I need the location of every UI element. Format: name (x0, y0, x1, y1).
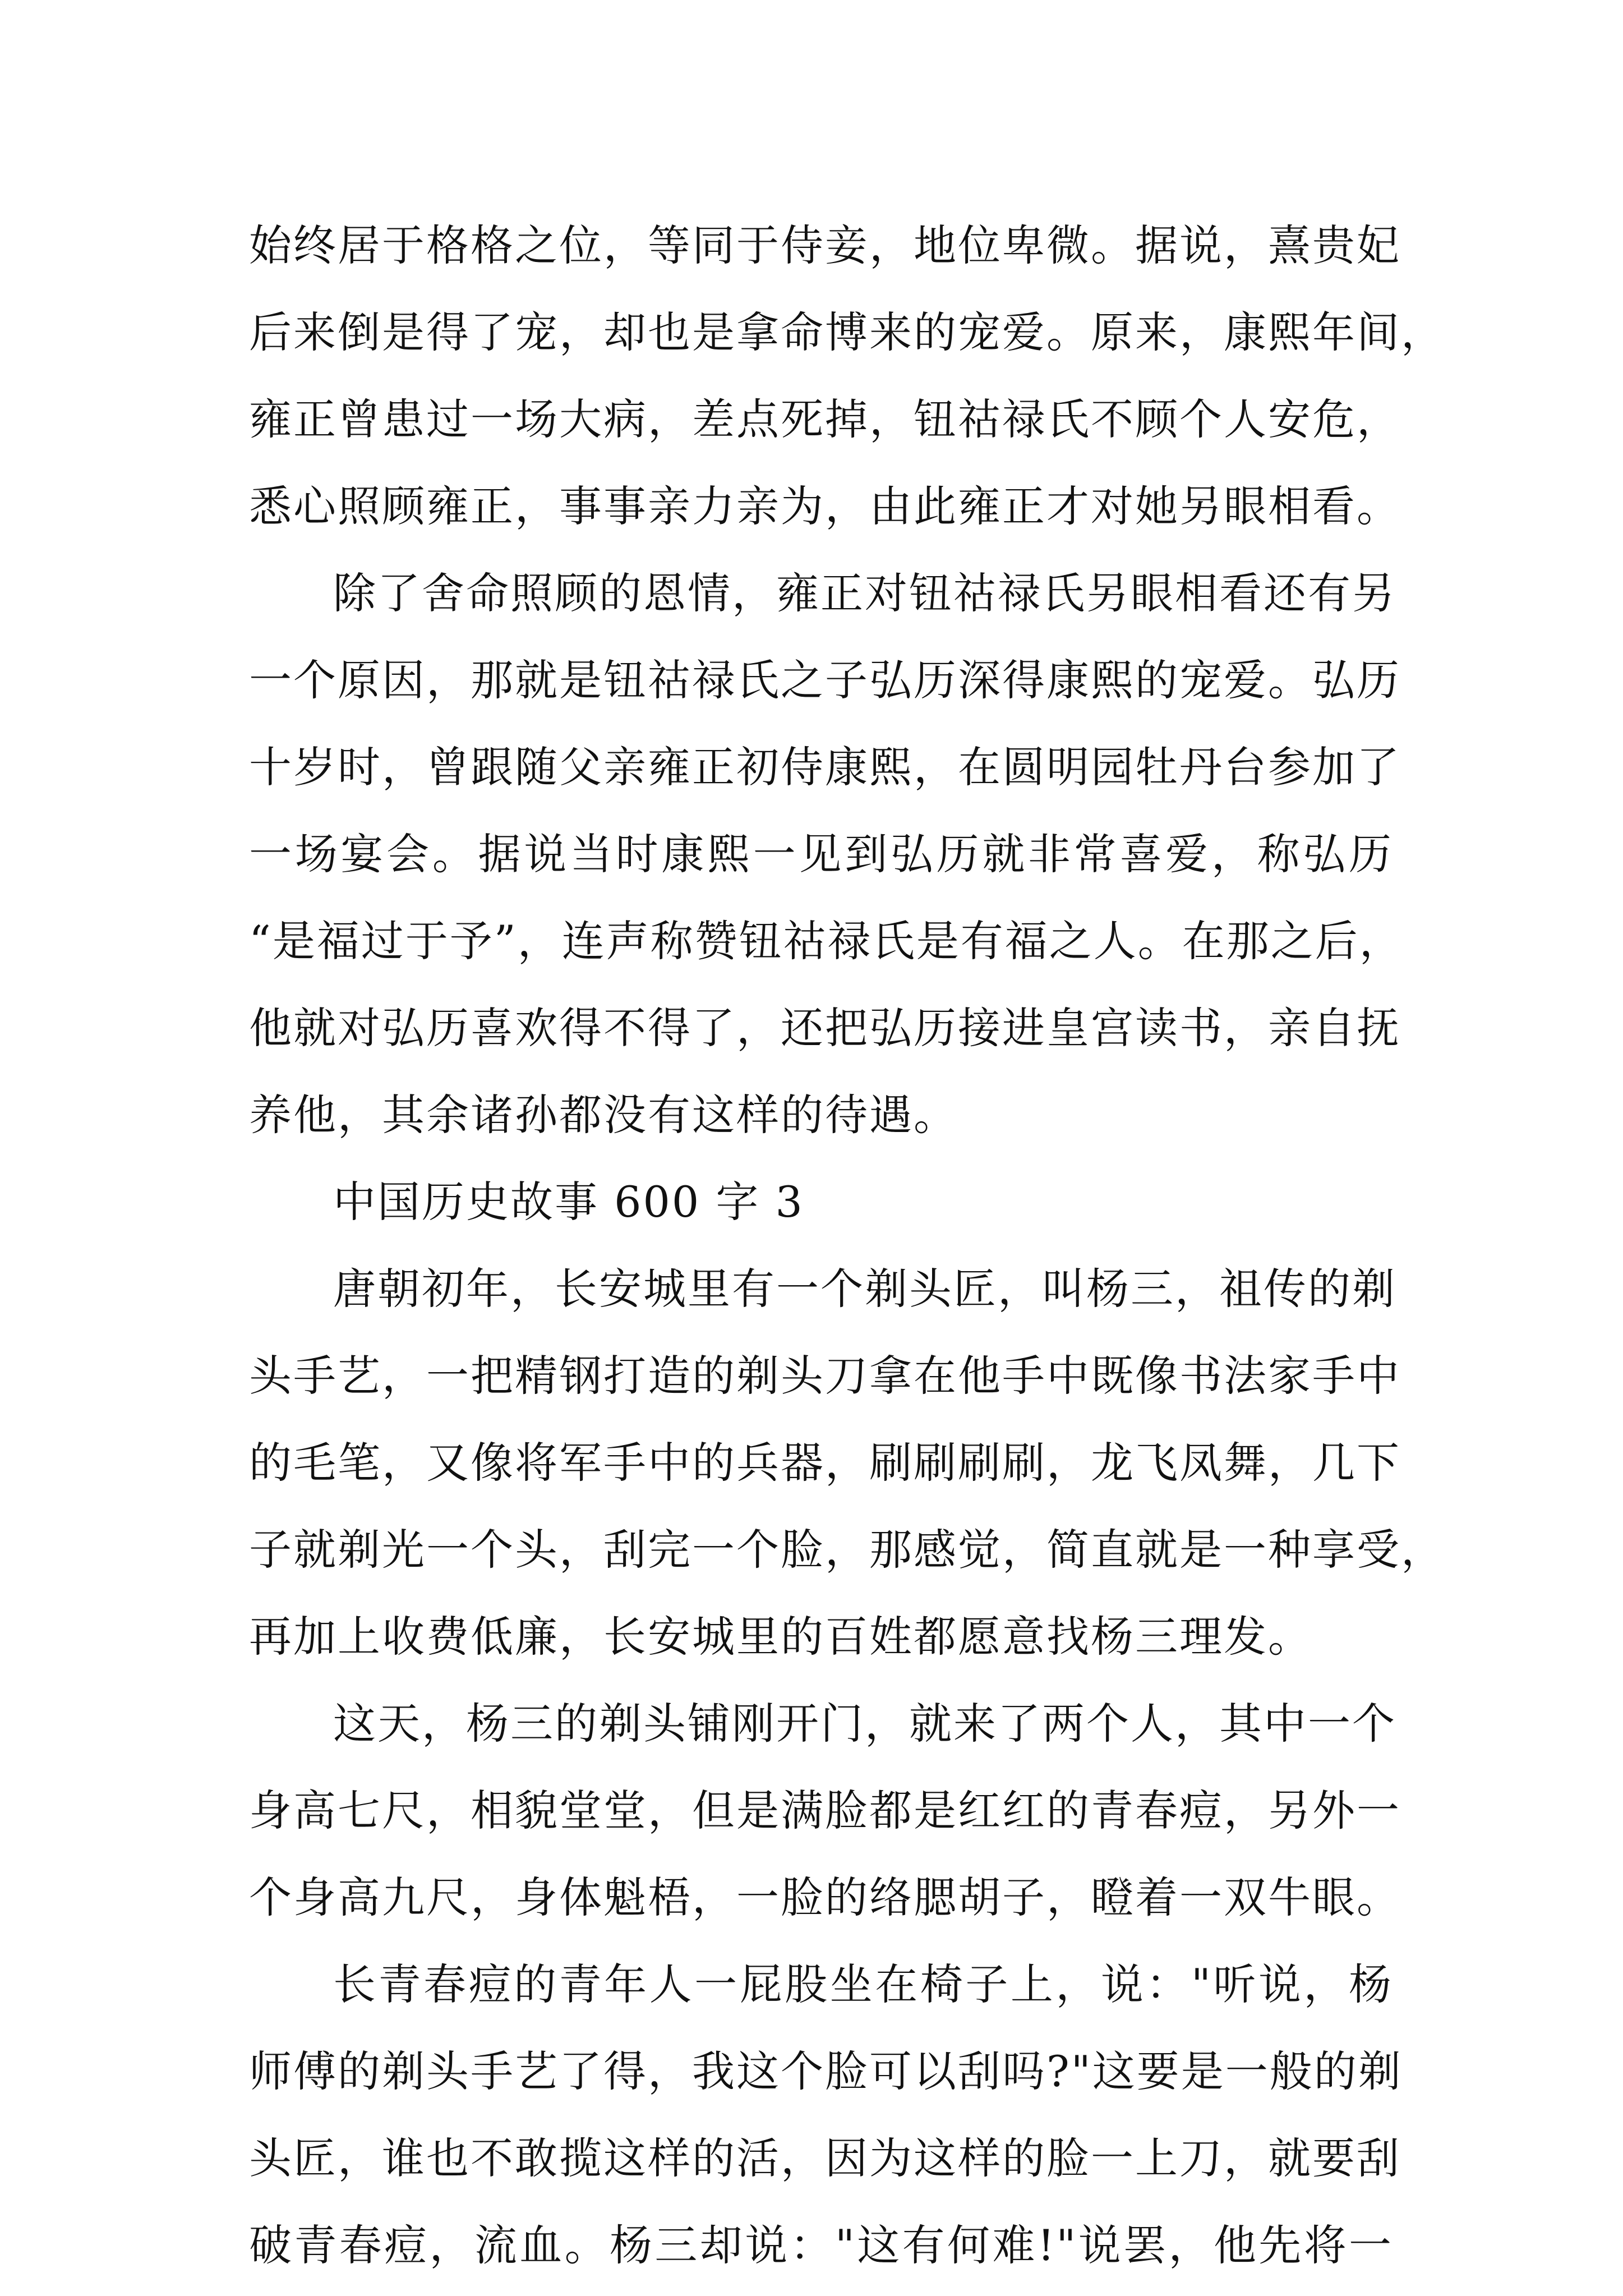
document-body (249, 202, 1445, 2289)
text-line: 他就对弘历喜欢得不得了，还把弘历接进皇宫读书，亲自抚 (249, 1003, 1401, 1053)
text-line: 后来倒是得了宠，却也是拿命博来的宠爱。原来，康熙年间， (249, 307, 1445, 357)
text-line: 一个原因，那就是钮祜禄氏之子弘历深得康熙的宠爱。弘历 (249, 655, 1401, 705)
text-line: 始终居于格格之位，等同于侍妾，地位卑微。据说，熹贵妃 (249, 220, 1401, 270)
text-line: 师傅的剃头手艺了得，我这个脸可以刮吗?"这要是一般的剃 (249, 2046, 1403, 2096)
text-line: 除了舍命照顾的恩情，雍正对钮祜禄氏另眼相看还有另 (333, 568, 1396, 618)
text-line: 一场宴会。据说当时康熙一见到弘历就非常喜爱，称弘历 (249, 829, 1393, 879)
text-line: 这天，杨三的剃头铺刚开门，就来了两个人，其中一个 (333, 1699, 1396, 1749)
text-line: 雍正曾患过一场大病，差点死掉，钮祜禄氏不顾个人安危， (249, 394, 1401, 444)
text-line: “是福过于予”，连声称赞钮祜禄氏是有福之人。在那之后， (249, 916, 1404, 966)
text-line: 长青春痘的青年人一屁股坐在椅子上，说："听说，杨 (333, 1959, 1393, 2009)
text-line: 头手艺，一把精钢打造的剃头刀拿在他手中既像书法家手中 (249, 1351, 1401, 1401)
text-line: 个身高九尺，身体魁梧，一脸的络腮胡子，瞪着一双牛眼。 (249, 1872, 1401, 1922)
text-line: 子就剃光一个头，刮完一个脸，那感觉，简直就是一种享受， (249, 1525, 1445, 1575)
text-line: 身高七尺，相貌堂堂，但是满脸都是红红的青春痘，另外一 (249, 1786, 1401, 1835)
text-line: 养他，其余诸孙都没有这样的待遇。 (249, 1090, 958, 1140)
text-line: 十岁时，曾跟随父亲雍正初侍康熙，在圆明园牡丹台参加了 (249, 742, 1401, 792)
section-heading: 中国历史故事 600 字 3 (333, 1177, 804, 1227)
text-line: 悉心照顾雍正，事事亲力亲为，由此雍正才对她另眼相看。 (249, 481, 1401, 531)
text-line: 再加上收费低廉，长安城里的百姓都愿意找杨三理发。 (249, 1612, 1312, 1662)
text-line: 破青春痘，流血。杨三却说："这有何难!"说罢，他先将一 (249, 2220, 1393, 2270)
text-line: 的毛笔，又像将军手中的兵器，刷刷刷刷，龙飞凤舞，几下 (249, 1438, 1401, 1488)
text-line: 唐朝初年，长安城里有一个剃头匠，叫杨三，祖传的剃 (333, 1264, 1396, 1314)
text-line: 头匠，谁也不敢揽这样的活，因为这样的脸一上刀，就要刮 (249, 2133, 1401, 2183)
